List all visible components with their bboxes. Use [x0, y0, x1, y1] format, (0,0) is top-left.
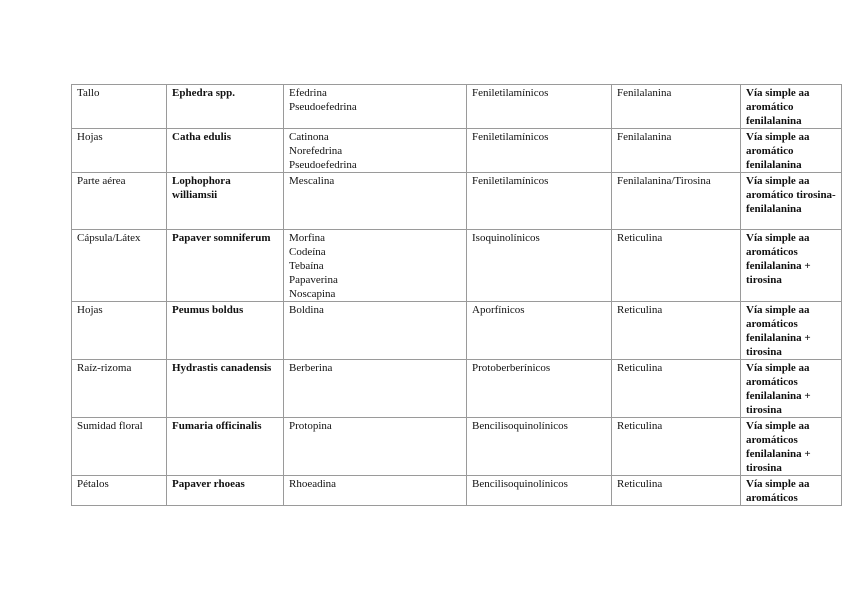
alkaloid-name: Tebaína: [289, 260, 324, 272]
table-row: [72, 360, 842, 418]
alkaloid-name: Efedrina: [289, 87, 327, 99]
species-cell: Lophophora williamsii: [167, 173, 284, 230]
alkaloids-cell: [284, 476, 467, 506]
table-row: [72, 129, 842, 173]
alkaloid-name: Rhoeadina: [289, 478, 337, 490]
alkaloid-name: Codeína: [289, 246, 326, 258]
plant-part-cell: Pétalos: [72, 476, 167, 506]
plant-part-cell: Parte aérea: [72, 173, 167, 230]
plant-part-cell: Hojas: [72, 129, 167, 173]
precursor-cell: Reticulina: [612, 476, 741, 506]
pathway-cell: Vía simple aa aromáticos fenilalanina + tirosina: [741, 360, 842, 418]
pathway-cell: Vía simple aa aromáticos: [741, 476, 842, 506]
alkaloid-type-cell: Bencilisoquinolínicos: [467, 418, 612, 476]
pathway-cell: Vía simple aa aromático fenilalanina: [741, 129, 842, 173]
precursor-cell: Reticulina: [612, 418, 741, 476]
plant-part-cell: Raíz-rizoma: [72, 360, 167, 418]
alkaloid-name: Catinona: [289, 131, 329, 143]
alkaloid-name: Pseudoefedrina: [289, 101, 357, 113]
plant-part-cell: Cápsula/Látex: [72, 230, 167, 302]
alkaloid-name: Berberina: [289, 362, 333, 374]
precursor-cell: Reticulina: [612, 302, 741, 360]
species-cell: Fumaria officinalis: [167, 418, 284, 476]
species-cell: Papaver somniferum: [167, 230, 284, 302]
pathway-cell: Vía simple aa aromático tirosina-fenilalanina: [741, 173, 842, 230]
alkaloid-type-cell: Feniletilamínicos: [467, 129, 612, 173]
species-cell: Peumus boldus: [167, 302, 284, 360]
precursor-cell: Reticulina: [612, 230, 741, 302]
alkaloid-table: [71, 84, 842, 506]
alkaloid-name: Morfina: [289, 232, 326, 244]
precursor-cell: Reticulina: [612, 360, 741, 418]
pathway-cell: Vía simple aa aromático fenilalanina: [741, 85, 842, 129]
pathway-cell: Vía simple aa aromáticos fenilalanina + tirosina: [741, 230, 842, 302]
species-cell: Catha edulis: [167, 129, 284, 173]
pathway-cell: Vía simple aa aromáticos fenilalanina + tirosina: [741, 418, 842, 476]
plant-part-cell: Sumidad floral: [72, 418, 167, 476]
precursor-cell: Fenilalanina/Tirosina: [612, 173, 741, 230]
alkaloid-type-cell: Aporfínicos: [467, 302, 612, 360]
plant-part-cell: Hojas: [72, 302, 167, 360]
alkaloids-cell: [284, 85, 467, 129]
table-row: [72, 476, 842, 506]
alkaloid-name: Protopina: [289, 420, 332, 432]
alkaloids-cell: [284, 302, 467, 360]
table-row: [72, 302, 842, 360]
table-row: [72, 173, 842, 230]
precursor-cell: Fenilalanina: [612, 129, 741, 173]
table-row: [72, 418, 842, 476]
alkaloids-cell: [284, 173, 467, 230]
alkaloids-cell: [284, 418, 467, 476]
alkaloid-type-cell: Feniletilamínicos: [467, 85, 612, 129]
alkaloid-type-cell: Isoquinolínicos: [467, 230, 612, 302]
alkaloid-type-cell: Bencilisoquinolínicos: [467, 476, 612, 506]
alkaloid-name: Boldina: [289, 304, 324, 316]
alkaloid-type-cell: Feniletilamínicos: [467, 173, 612, 230]
species-cell: Hydrastis canadensis: [167, 360, 284, 418]
table-row: [72, 85, 842, 129]
species-cell: Ephedra spp.: [167, 85, 284, 129]
alkaloid-type-cell: Protoberberínicos: [467, 360, 612, 418]
alkaloid-name: Norefedrina: [289, 145, 343, 157]
alkaloid-name: Mescalina: [289, 175, 335, 187]
plant-part-cell: Tallo: [72, 85, 167, 129]
precursor-cell: Fenilalanina: [612, 85, 741, 129]
alkaloids-cell: [284, 129, 467, 173]
alkaloid-name: Papaverina: [289, 274, 338, 286]
alkaloid-name: Pseudoefedrina: [289, 159, 357, 171]
alkaloid-name: Noscapina: [289, 288, 336, 300]
pathway-cell: Vía simple aa aromáticos fenilalanina + tirosina: [741, 302, 842, 360]
table-row: [72, 230, 842, 302]
alkaloids-cell: [284, 360, 467, 418]
species-cell: Papaver rhoeas: [167, 476, 284, 506]
alkaloids-cell: [284, 230, 467, 302]
